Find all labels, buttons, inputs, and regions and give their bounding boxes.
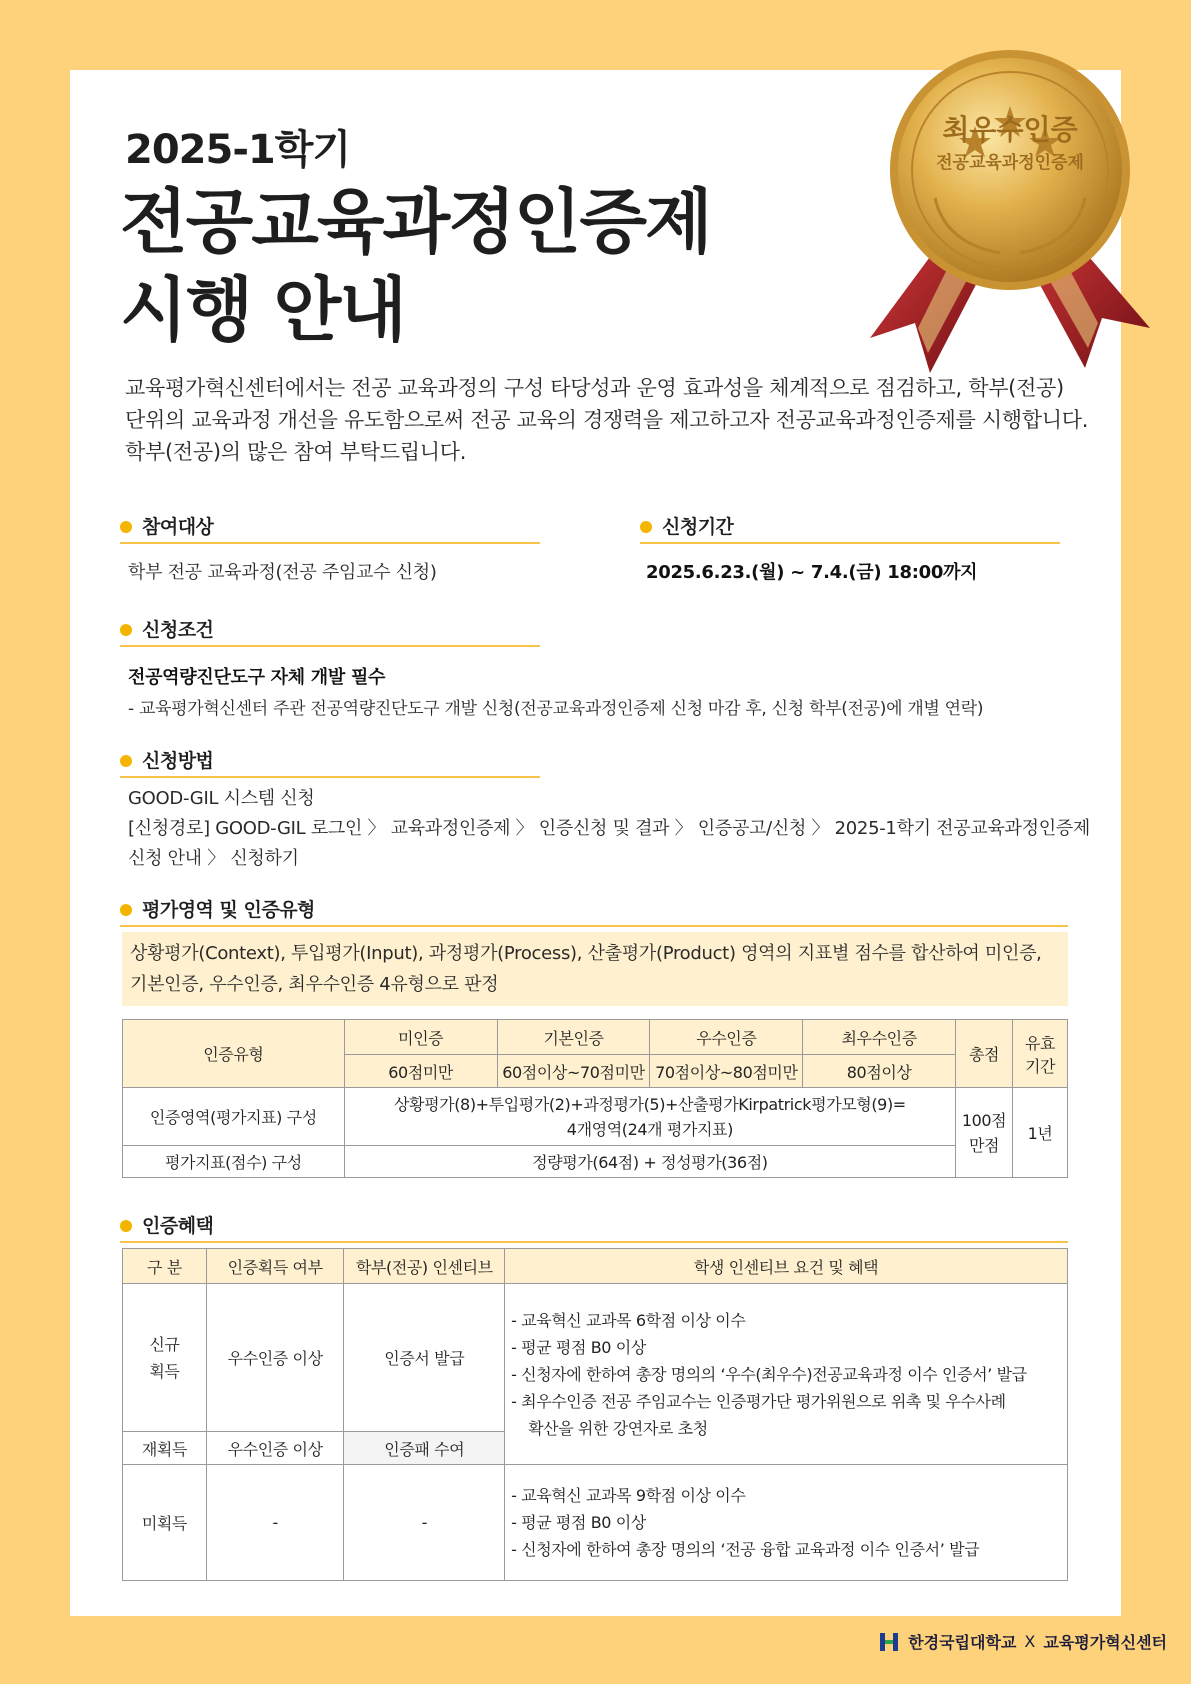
status-cell: 우수인증 이상 [206,1432,344,1465]
table-row [123,1465,1068,1581]
table-row [123,1088,1068,1146]
benefit-line: - 신청자에 한하여 총장 명의의 ‘우수(최우수)전공교육과정 이수 인증서’ 발급 [511,1364,1027,1384]
bullet-dot-icon [120,755,132,767]
range-cell: 60점이상~70점미만 [497,1055,650,1088]
section-condition-label: 신청조건 [142,619,214,641]
student-benefit-cell [505,1284,1068,1465]
medal-badge [860,48,1170,378]
method-line-3: 신청 안내 〉 신청하기 [128,848,299,869]
incentive-cell: - [344,1465,505,1581]
total-value [956,1088,1013,1178]
method-line-1: GOOD-GIL 시스템 신청 [128,788,315,809]
benefit-line: 확산을 위한 강연자로 초청 [528,1418,708,1438]
section-evaluation-label: 평가영역 및 인증유형 [142,899,315,921]
benefit-line: - 평균 평점 B0 이상 [511,1513,646,1532]
method-text [128,784,1090,874]
range-cell: 60점미만 [344,1055,497,1088]
section-period-label: 신청기간 [662,516,734,538]
medal-text-1: 최우수인증 [942,113,1078,146]
center-name: 교육평가혁신센터 [1043,1633,1167,1652]
section-method-label: 신청방법 [142,750,214,772]
benefit-line: - 최우수인증 전공 주임교수는 인증평가단 평가위원으로 위촉 및 우수사례 [511,1391,1006,1411]
table-row [123,1146,1068,1178]
type-cell: 기본인증 [497,1020,650,1055]
certification-type-table [122,1019,1068,1178]
section-condition [120,615,540,647]
intro-text [125,372,1105,468]
header-cell: 구 분 [123,1249,207,1284]
benefit-line: - 교육혁신 교과목 6학점 이상 이수 [511,1310,746,1330]
header-cell: 학생 인센티브 요건 및 혜택 [505,1249,1068,1284]
type-cell: 최우수인증 [803,1020,956,1055]
row-label: 평가지표(점수) 구성 [123,1146,345,1178]
student-benefit-cell [505,1465,1068,1581]
bullet-dot-icon [120,521,132,533]
category-label-2: 획득 [149,1361,180,1381]
total-value-1: 100점 [961,1110,1007,1130]
type-cell: 미인증 [344,1020,497,1055]
header-cell: 인증획득 여부 [206,1249,344,1284]
incentive-cell: 인증패 수여 [344,1432,505,1465]
title-line-2: 시행 안내 [120,269,405,351]
title-line-1: 전공교육과정인증제 [120,181,711,263]
medal-text-2: 전공교육과정인증제 [936,153,1084,173]
total-value-2: 만점 [968,1135,1000,1155]
section-target-label: 참여대상 [142,516,214,538]
category-cell: 재획득 [123,1432,207,1465]
row1-value-2: 4개영역(24개 평가지표) [566,1119,733,1139]
total-header: 총점 [956,1020,1013,1088]
table-row [123,1284,1068,1432]
condition-text: - 교육평가혁신센터 주관 전공역량진단도구 개발 신청(전공교육과정인증제 신청 마감 후, 신청 학부(전공)에 개별 연락) [128,699,984,719]
page-title [120,178,711,354]
university-name: 한경국립대학교 [908,1633,1017,1652]
method-route: [신청경로] GOOD-GIL 로그인 〉 교육과정인증제 〉 인증신청 및 결과 〉 인증공고/신청 〉 2025-1학기 전공교육과정인증제 [128,818,1090,839]
status-cell: 우수인증 이상 [206,1284,344,1432]
semester-label: 2025-1학기 [125,127,351,173]
incentive-cell: 인증서 발급 [344,1284,505,1432]
category-label-1: 신규 [149,1334,180,1354]
row-value: 정량평가(64점) + 정성평가(36점) [344,1146,955,1178]
benefit-line: - 교육혁신 교과목 9학점 이상 이수 [511,1486,746,1505]
condition-title: 전공역량진단도구 자체 개발 필수 [128,667,386,688]
section-benefit [120,1211,1068,1243]
bullet-dot-icon [120,904,132,916]
range-cell: 80점이상 [803,1055,956,1088]
category-cell: 미획득 [123,1465,207,1581]
target-text: 학부 전공 교육과정(전공 주임교수 신청) [128,562,437,583]
row1-value-1: 상황평가(8)+투입평가(2)+과정평가(5)+산출평가Kirpatrick평가모형(9)= [393,1094,906,1114]
benefit-table [122,1248,1068,1581]
benefit-line: - 신청자에 한하여 총장 명의의 ‘전공 융합 교육과정 이수 인증서’ 발급 [511,1540,980,1559]
validity-header [1013,1020,1068,1088]
intro-line-2: 단위의 교육과정 개선을 유도함으로써 전공 교육의 경쟁력을 제고하고자 전공교육과정인증제를 시행합니다. [125,408,1089,432]
bullet-dot-icon [640,521,652,533]
period-text: 2025.6.23.(월) ~ 7.4.(금) 18:00까지 [646,562,978,583]
header-cell: 학부(전공) 인센티브 [344,1249,505,1284]
range-cell: 70점이상~80점미만 [650,1055,803,1088]
evaluation-note [122,932,1068,1006]
intro-line-3: 학부(전공)의 많은 참여 부탁드립니다. [125,440,467,464]
section-evaluation [120,895,1068,927]
status-cell: - [206,1465,344,1581]
table-row [123,1020,1068,1055]
validity-header-1: 유효 [1024,1033,1056,1053]
validity-value: 1년 [1013,1088,1068,1178]
section-benefit-label: 인증혜택 [142,1215,214,1237]
benefit-line: - 평균 평점 B0 이상 [511,1337,646,1357]
bullet-dot-icon [120,624,132,636]
section-target [120,512,540,544]
table-row [123,1249,1068,1284]
section-method [120,746,540,778]
evaluation-line-2: 기본인증, 우수인증, 최우수인증 4유형으로 판정 [130,974,499,995]
intro-line-1: 교육평가혁신센터에서는 전공 교육과정의 구성 타당성과 운영 효과성을 체계적으로 점검하고, 학부(전공) [125,376,1064,400]
footer [878,1630,1167,1653]
bullet-dot-icon [120,1220,132,1232]
type-cell: 우수인증 [650,1020,803,1055]
validity-header-2: 기간 [1024,1056,1056,1076]
evaluation-line-1: 상황평가(Context), 투입평가(Input), 과정평가(Process), 산출평가(Product) 영역의 지표별 점수를 합산하여 미인증, [130,943,1042,964]
section-period [640,512,1060,544]
university-logo-icon [878,1631,900,1653]
row-value [344,1088,955,1146]
category-cell [123,1284,207,1432]
footer-separator: X [1024,1632,1036,1651]
row-label: 인증영역(평가지표) 구성 [123,1088,345,1146]
type-header: 인증유형 [123,1020,345,1088]
